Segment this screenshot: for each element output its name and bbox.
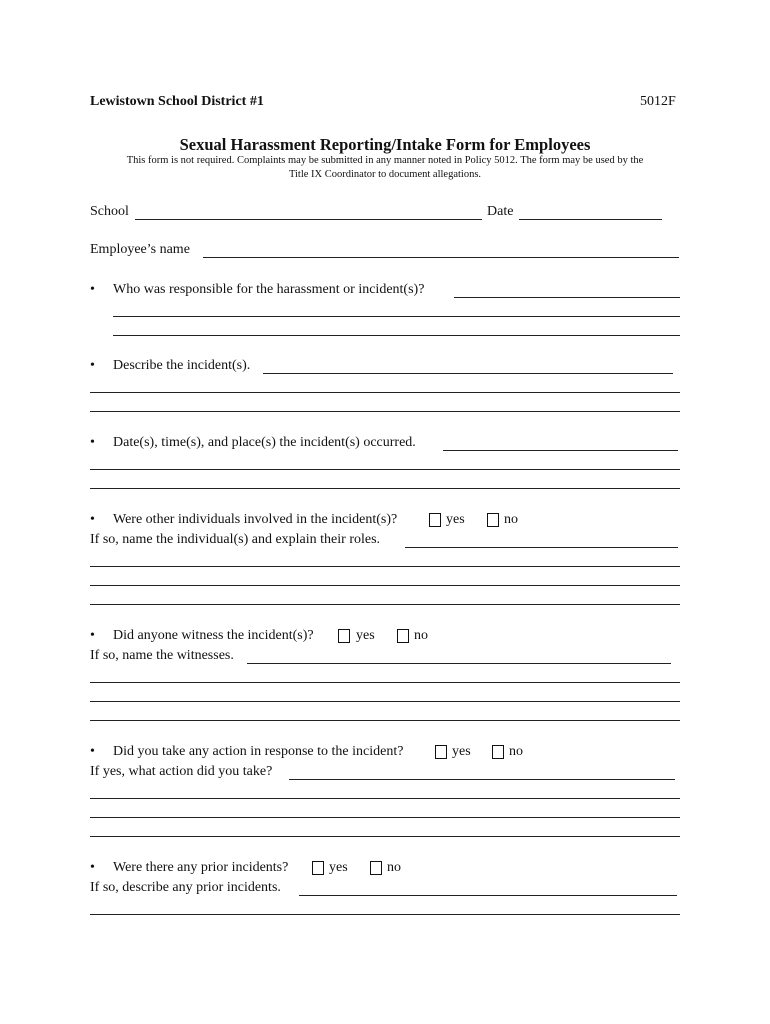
witness-answer-line[interactable]: [90, 720, 680, 721]
form-title: Sexual Harassment Reporting/Intake Form for Employees: [179, 135, 591, 154]
action-yes-checkbox[interactable]: [435, 745, 447, 759]
bullet: •: [90, 628, 95, 643]
action-answer-line[interactable]: [90, 817, 680, 818]
others-no-label: no: [504, 512, 518, 527]
prior-followup: If so, describe any prior incidents.: [90, 880, 281, 895]
employee-name-field[interactable]: [203, 257, 679, 258]
witness-answer-line[interactable]: [90, 682, 680, 683]
witness-yes-label: yes: [356, 628, 375, 643]
action-no-label: no: [509, 744, 523, 759]
witness-answer-line[interactable]: [90, 701, 680, 702]
date-label: Date: [487, 204, 514, 219]
form-subtitle-line2: Title IX Coordinator to document allegations.: [288, 169, 482, 180]
others-followup: If so, name the individual(s) and explain their roles.: [90, 532, 381, 547]
prior-answer-line[interactable]: [299, 895, 677, 896]
prior-answer-line[interactable]: [90, 914, 680, 915]
prior-no-checkbox[interactable]: [370, 861, 382, 875]
others-no-checkbox[interactable]: [487, 513, 499, 527]
action-answer-line[interactable]: [90, 836, 680, 837]
form-code: 5012F: [640, 94, 676, 109]
question-action: Did you take any action in response to the incident?: [113, 744, 404, 759]
action-no-checkbox[interactable]: [492, 745, 504, 759]
action-answer-line[interactable]: [289, 779, 675, 780]
dates-answer-line[interactable]: [90, 488, 680, 489]
others-answer-line[interactable]: [90, 566, 680, 567]
question-dates: Date(s), time(s), and place(s) the incident(s) occurred.: [113, 435, 416, 450]
witness-yes-checkbox[interactable]: [338, 629, 350, 643]
responsible-answer-line[interactable]: [454, 297, 680, 298]
witness-answer-line[interactable]: [247, 663, 671, 664]
date-field[interactable]: [519, 219, 662, 220]
question-responsible: Who was responsible for the harassment or incident(s)?: [113, 282, 425, 297]
bullet: •: [90, 358, 95, 373]
describe-answer-line[interactable]: [90, 411, 680, 412]
question-describe: Describe the incident(s).: [113, 358, 251, 373]
others-answer-line[interactable]: [90, 604, 680, 605]
dates-answer-line[interactable]: [443, 450, 678, 451]
question-witness: Did anyone witness the incident(s)?: [113, 628, 314, 643]
action-answer-line[interactable]: [90, 798, 680, 799]
action-yes-label: yes: [452, 744, 471, 759]
others-yes-label: yes: [446, 512, 465, 527]
prior-yes-label: yes: [329, 860, 348, 875]
prior-no-label: no: [387, 860, 401, 875]
others-answer-line[interactable]: [405, 547, 678, 548]
bullet: •: [90, 744, 95, 759]
question-prior: Were there any prior incidents?: [113, 860, 289, 875]
others-answer-line[interactable]: [90, 585, 680, 586]
employee-name-label: Employee’s name: [90, 242, 190, 257]
action-followup: If yes, what action did you take?: [90, 764, 273, 779]
prior-yes-checkbox[interactable]: [312, 861, 324, 875]
district-name: Lewistown School District #1: [90, 94, 264, 109]
describe-answer-line[interactable]: [263, 373, 673, 374]
bullet: •: [90, 860, 95, 875]
form-subtitle-line1: This form is not required. Complaints may be submitted in any manner noted in Policy 5012. The form may be used by the: [126, 155, 644, 166]
witness-followup: If so, name the witnesses.: [90, 648, 234, 663]
bullet: •: [90, 512, 95, 527]
bullet: •: [90, 435, 95, 450]
describe-answer-line[interactable]: [90, 392, 680, 393]
school-field[interactable]: [135, 219, 482, 220]
dates-answer-line[interactable]: [90, 469, 680, 470]
school-label: School: [90, 204, 129, 219]
responsible-answer-line[interactable]: [113, 316, 680, 317]
witness-no-checkbox[interactable]: [397, 629, 409, 643]
others-yes-checkbox[interactable]: [429, 513, 441, 527]
responsible-answer-line[interactable]: [113, 335, 680, 336]
witness-no-label: no: [414, 628, 428, 643]
bullet: •: [90, 282, 95, 297]
question-others: Were other individuals involved in the incident(s)?: [113, 512, 398, 527]
